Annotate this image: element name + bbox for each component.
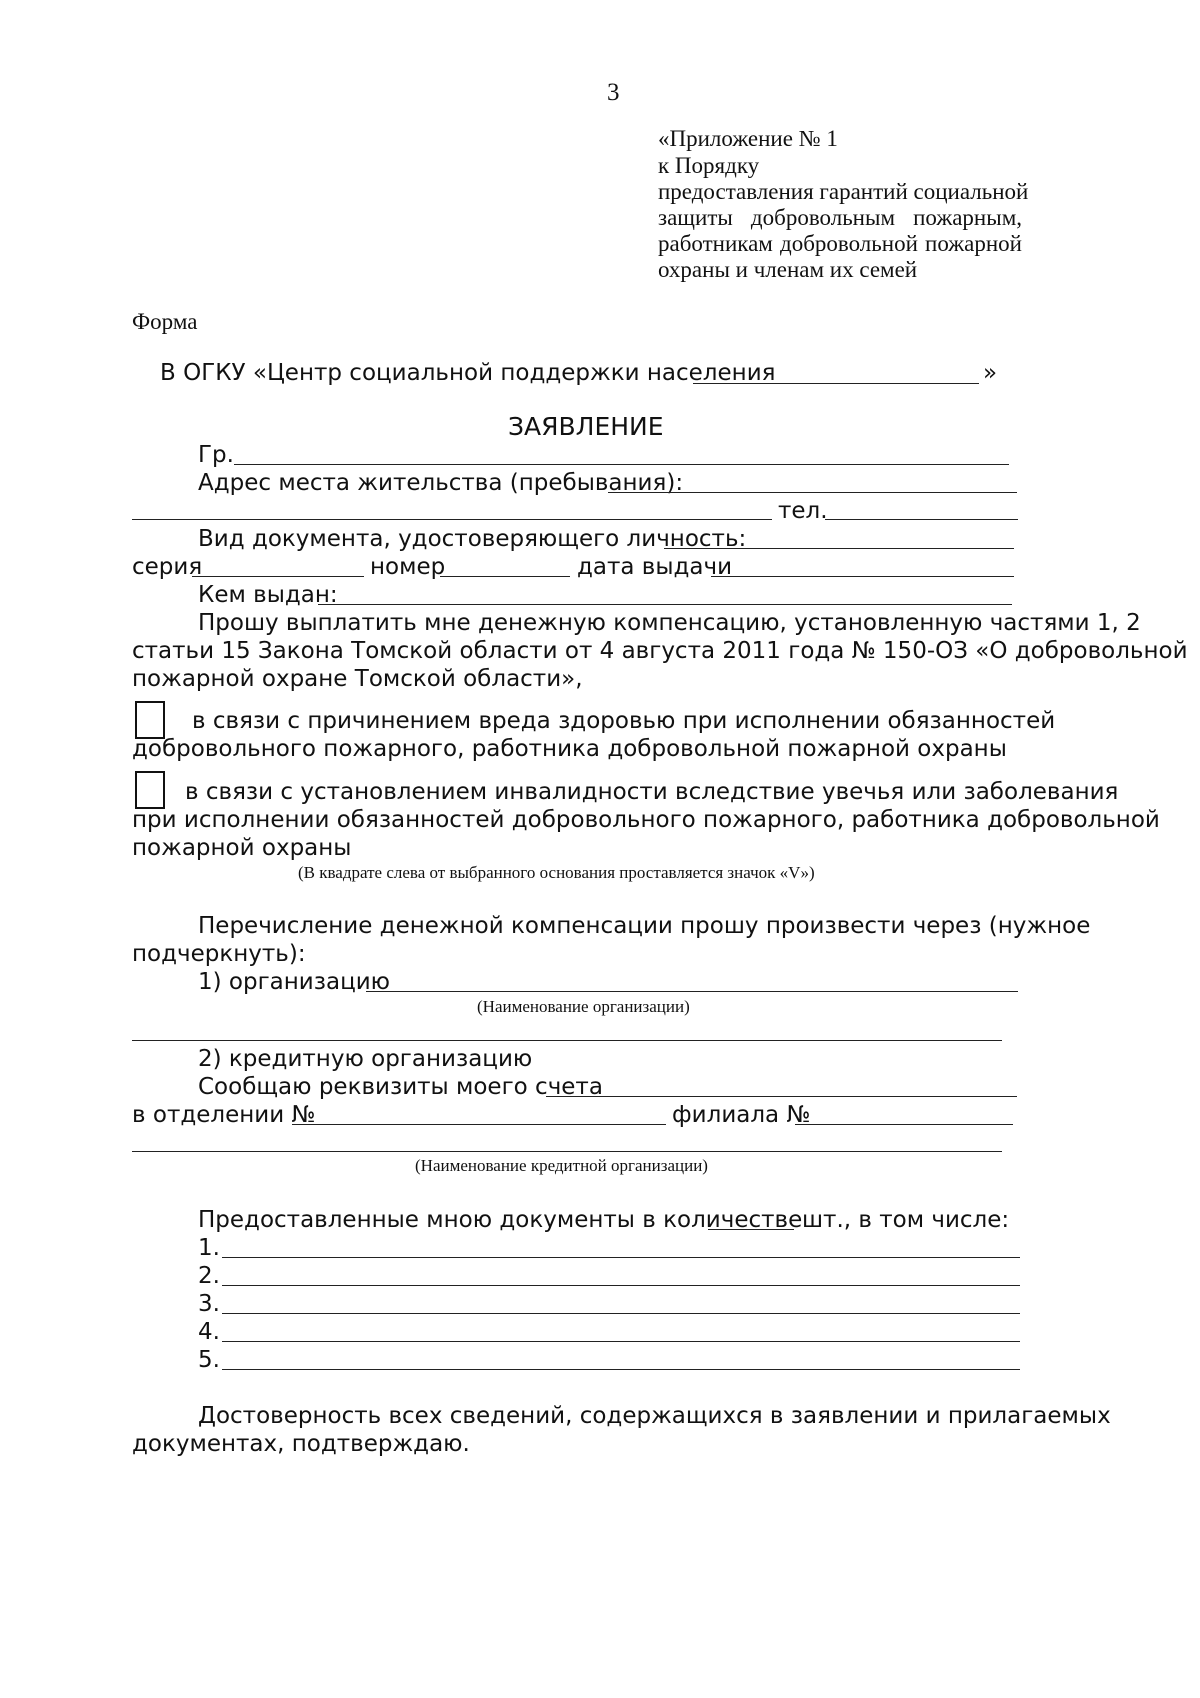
credit-organization-caption: (Наименование кредитной организации) bbox=[415, 1156, 708, 1175]
option-2-line-1: в связи с установлением инвалидности вследствие увечья или заболевания bbox=[185, 779, 1119, 805]
address-field[interactable] bbox=[608, 492, 1017, 493]
document-item-number: 1. bbox=[198, 1235, 220, 1261]
appendix-line-1: «Приложение № 1 bbox=[658, 126, 838, 151]
documents-count-field[interactable] bbox=[708, 1229, 794, 1230]
confirmation-line-2: документах, подтверждаю. bbox=[132, 1431, 470, 1457]
organization-field[interactable] bbox=[366, 991, 1018, 992]
documents-intro-prefix: Предоставленные мною документы в количестве bbox=[198, 1207, 803, 1233]
request-line-2: статьи 15 Закона Томской области от 4 августа 2011 года № 150-ОЗ «О добровольной bbox=[132, 638, 1188, 664]
organization-caption: (Наименование организации) bbox=[477, 997, 690, 1016]
request-line-3: пожарной охране Томской области», bbox=[132, 666, 583, 692]
addressee-suffix: » bbox=[983, 360, 998, 386]
address-field-continued[interactable] bbox=[132, 519, 772, 520]
option-1-line-1: в связи с причинением вреда здоровью при исполнении обязанностей bbox=[192, 708, 1056, 734]
document-item-number: 3. bbox=[198, 1291, 220, 1317]
series-field[interactable] bbox=[192, 576, 364, 577]
documents-intro-suffix: шт., в том числе: bbox=[802, 1207, 1010, 1233]
option-2-line-3: пожарной охраны bbox=[132, 835, 352, 861]
branch-label: филиала № bbox=[672, 1102, 811, 1128]
appendix-line-6: охраны и членам их семей bbox=[658, 257, 918, 282]
phone-label: тел. bbox=[778, 498, 828, 524]
branch-field[interactable] bbox=[795, 1124, 1013, 1125]
credit-organization-field[interactable] bbox=[132, 1151, 1002, 1152]
series-label: серия bbox=[132, 554, 203, 580]
appendix-line-4: защиты добровольным пожарным, bbox=[658, 205, 1022, 230]
id-document-field[interactable] bbox=[664, 548, 1014, 549]
form-label: Форма bbox=[132, 309, 198, 334]
page-number: 3 bbox=[607, 79, 620, 106]
document-item-field[interactable] bbox=[222, 1341, 1020, 1342]
number-field[interactable] bbox=[440, 576, 570, 577]
document-item-field[interactable] bbox=[222, 1313, 1020, 1314]
transfer-line-2: подчеркнуть): bbox=[132, 941, 306, 967]
document-item-field[interactable] bbox=[222, 1257, 1020, 1258]
citizen-label: Гр. bbox=[198, 442, 234, 468]
appendix-line-2: к Порядку bbox=[658, 153, 760, 178]
document-item-number: 4. bbox=[198, 1319, 220, 1345]
issued-by-field[interactable] bbox=[318, 604, 1012, 605]
option-2-checkbox[interactable] bbox=[135, 771, 165, 809]
confirmation-line-1: Достоверность всех сведений, содержащихся в заявлении и прилагаемых bbox=[198, 1403, 1111, 1429]
addressee-field[interactable] bbox=[693, 383, 979, 384]
document-title: ЗАЯВЛЕНИЕ bbox=[508, 412, 664, 441]
credit-organization-option-label: 2) кредитную организацию bbox=[198, 1046, 533, 1072]
request-line-1: Прошу выплатить мне денежную компенсацию, установленную частями 1, 2 bbox=[198, 610, 1141, 636]
checkbox-note: (В квадрате слева от выбранного основания проставляется значок «V») bbox=[298, 863, 815, 882]
addressee-prefix: В ОГКУ «Центр социальной поддержки населения bbox=[160, 360, 776, 386]
option-1-line-2: добровольного пожарного, работника добровольной пожарной охраны bbox=[132, 736, 1007, 762]
appendix-line-3: предоставления гарантий социальной bbox=[658, 179, 1029, 204]
document-item-field[interactable] bbox=[222, 1369, 1020, 1370]
address-label: Адрес места жительства (пребывания): bbox=[198, 470, 684, 496]
document-item-number: 5. bbox=[198, 1347, 220, 1373]
phone-field[interactable] bbox=[825, 519, 1018, 520]
branch-office-field[interactable] bbox=[292, 1124, 666, 1125]
appendix-line-5: работникам добровольной пожарной bbox=[658, 231, 1022, 256]
number-label: номер bbox=[370, 554, 446, 580]
issued-by-label: Кем выдан: bbox=[198, 582, 338, 608]
citizen-field[interactable] bbox=[234, 464, 1009, 465]
branch-office-label: в отделении № bbox=[132, 1102, 316, 1128]
issue-date-field[interactable] bbox=[711, 576, 1014, 577]
organization-field-continued[interactable] bbox=[132, 1040, 1002, 1041]
account-label: Сообщаю реквизиты моего счета bbox=[198, 1074, 603, 1100]
document-item-field[interactable] bbox=[222, 1285, 1020, 1286]
organization-option-label: 1) организацию bbox=[198, 969, 391, 995]
id-document-label: Вид документа, удостоверяющего личность: bbox=[198, 526, 747, 552]
transfer-line-1: Перечисление денежной компенсации прошу произвести через (нужное bbox=[198, 913, 1091, 939]
document-item-number: 2. bbox=[198, 1263, 220, 1289]
option-2-line-2: при исполнении обязанностей добровольного пожарного, работника добровольной bbox=[132, 807, 1160, 833]
account-field[interactable] bbox=[546, 1096, 1017, 1097]
option-1-checkbox[interactable] bbox=[135, 701, 165, 739]
issue-date-label: дата выдачи bbox=[577, 554, 733, 580]
